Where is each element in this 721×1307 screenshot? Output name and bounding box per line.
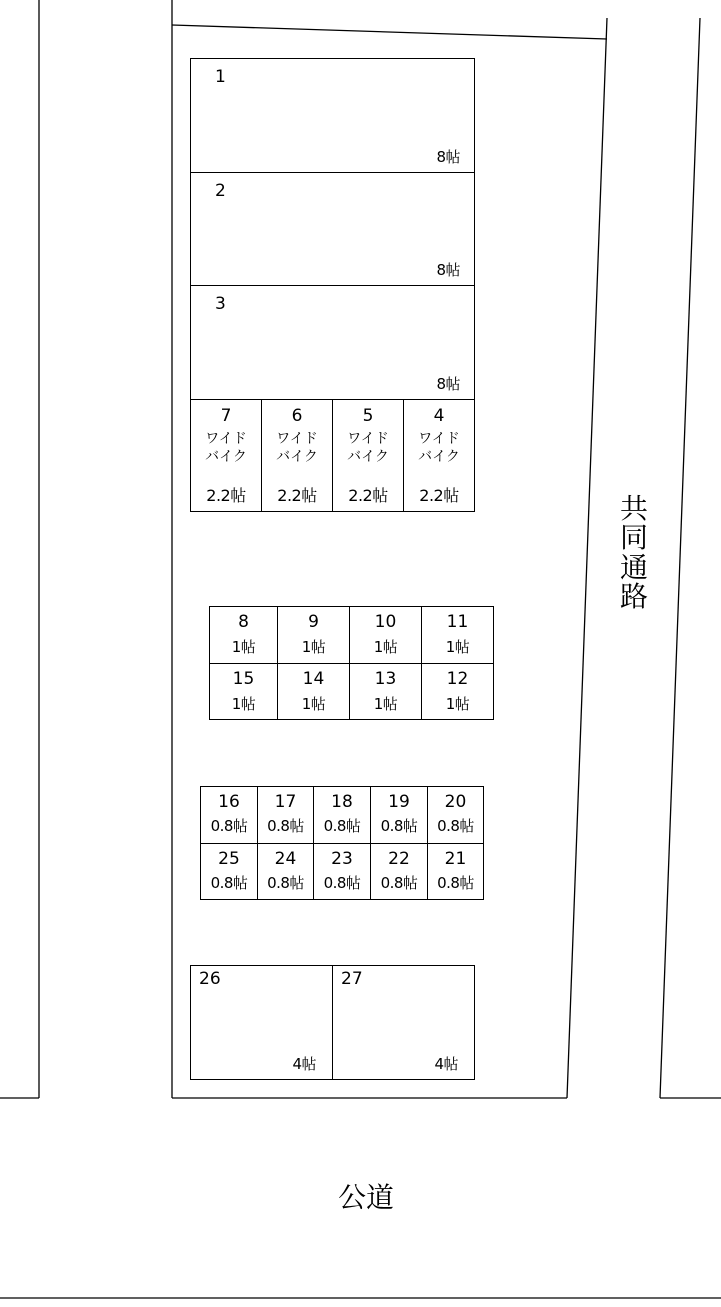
- unit-number: 12: [446, 669, 469, 689]
- unit-type-line2: バイク: [418, 449, 460, 465]
- unit-number: 1: [215, 67, 226, 87]
- unit-number: 14: [302, 669, 325, 689]
- unit-area: 0.8帖: [210, 817, 248, 835]
- unit-number: 11: [446, 612, 469, 632]
- storage-unit-26[interactable]: [190, 965, 333, 1080]
- unit-area: 4帖: [434, 1055, 458, 1073]
- unit-number: 25: [218, 849, 240, 869]
- storage-unit-20[interactable]: [427, 786, 484, 844]
- unit-area: 1帖: [373, 695, 398, 713]
- unit-area: 1帖: [231, 695, 256, 713]
- unit-type-line2: バイク: [347, 449, 389, 465]
- unit-number: 4: [433, 406, 445, 426]
- storage-unit-22[interactable]: [370, 843, 428, 900]
- unit-area: 8帖: [436, 375, 460, 393]
- storage-unit-23[interactable]: [313, 843, 371, 900]
- unit-area: 8帖: [436, 261, 460, 279]
- unit-number: 2: [215, 181, 226, 201]
- storage-unit-10[interactable]: [349, 606, 422, 664]
- unit-area: 0.8帖: [380, 817, 418, 835]
- unit-area: 0.8帖: [323, 817, 361, 835]
- unit-type-line2: バイク: [276, 449, 318, 465]
- unit-number: 9: [308, 612, 319, 632]
- storage-unit-21[interactable]: [427, 843, 484, 900]
- unit-area: 0.8帖: [323, 874, 361, 892]
- unit-number: 24: [274, 849, 297, 869]
- unit-number: 22: [388, 849, 410, 869]
- storage-unit-9[interactable]: [277, 606, 350, 664]
- unit-number: 17: [274, 792, 297, 812]
- unit-area: 1帖: [231, 638, 256, 656]
- unit-type-line1: ワイド: [418, 431, 460, 447]
- storage-unit-1[interactable]: [190, 58, 475, 173]
- unit-area: 1帖: [445, 638, 470, 656]
- unit-number: 8: [238, 612, 249, 632]
- unit-area: 0.8帖: [267, 817, 304, 835]
- unit-type-line1: ワイド: [276, 431, 318, 447]
- shared-path-char: 路: [619, 580, 648, 614]
- unit-type-line1: ワイド: [347, 431, 389, 447]
- unit-number: 27: [341, 969, 363, 989]
- unit-type-line1: ワイド: [205, 431, 247, 447]
- unit-area: 1帖: [301, 695, 326, 713]
- storage-unit-13[interactable]: [349, 663, 422, 720]
- unit-number: 13: [374, 669, 397, 689]
- unit-area: 2.2帖: [206, 486, 246, 505]
- unit-number: 21: [444, 849, 467, 869]
- unit-number: 3: [215, 294, 226, 314]
- unit-number: 15: [232, 669, 255, 689]
- shared-path-char: 通: [619, 550, 648, 584]
- unit-area: 0.8帖: [380, 874, 418, 892]
- storage-unit-3[interactable]: [190, 285, 475, 400]
- storage-unit-4[interactable]: [403, 399, 475, 512]
- storage-unit-17[interactable]: [257, 786, 314, 844]
- unit-number: 7: [220, 406, 232, 426]
- path-right-line: [660, 18, 700, 1098]
- unit-area: 2.2帖: [348, 486, 388, 505]
- storage-unit-14[interactable]: [277, 663, 350, 720]
- unit-area: 0.8帖: [210, 874, 248, 892]
- unit-number: 10: [374, 612, 397, 632]
- unit-number: 19: [388, 792, 410, 812]
- unit-area: 0.8帖: [437, 817, 474, 835]
- lot-right-line: [567, 18, 607, 1098]
- unit-type-line2: バイク: [205, 449, 247, 465]
- unit-number: 5: [362, 406, 374, 426]
- public-road-label: 公道: [338, 1181, 395, 1214]
- shared-path-label: [614, 494, 654, 612]
- unit-number: 16: [218, 792, 240, 812]
- storage-unit-19[interactable]: [370, 786, 428, 844]
- shared-path-char: 共: [619, 492, 648, 525]
- unit-area: 1帖: [373, 638, 398, 656]
- storage-unit-8[interactable]: [209, 606, 278, 664]
- storage-unit-11[interactable]: [421, 606, 494, 664]
- unit-number: 18: [331, 792, 353, 812]
- storage-unit-24[interactable]: [257, 843, 314, 900]
- unit-area: 8帖: [436, 148, 460, 166]
- storage-unit-6[interactable]: [261, 399, 333, 512]
- lot-top-line: [172, 25, 607, 39]
- shared-path-char: 同: [619, 521, 648, 555]
- storage-unit-2[interactable]: [190, 172, 475, 286]
- storage-unit-25[interactable]: [200, 843, 258, 900]
- storage-unit-27[interactable]: [332, 965, 475, 1080]
- unit-number: 6: [291, 406, 303, 426]
- unit-number: 26: [199, 969, 221, 989]
- unit-area: 1帖: [445, 695, 470, 713]
- unit-number: 23: [331, 849, 353, 869]
- storage-unit-7[interactable]: [190, 399, 262, 512]
- storage-unit-5[interactable]: [332, 399, 404, 512]
- unit-area: 2.2帖: [419, 486, 459, 505]
- storage-unit-12[interactable]: [421, 663, 494, 720]
- unit-area: 0.8帖: [437, 874, 474, 892]
- unit-area: 1帖: [301, 638, 326, 656]
- storage-unit-18[interactable]: [313, 786, 371, 844]
- storage-unit-15[interactable]: [209, 663, 278, 720]
- unit-area: 2.2帖: [277, 486, 317, 505]
- unit-number: 20: [444, 792, 467, 812]
- unit-area: 0.8帖: [267, 874, 304, 892]
- unit-area: 4帖: [292, 1055, 316, 1073]
- storage-unit-16[interactable]: [200, 786, 258, 844]
